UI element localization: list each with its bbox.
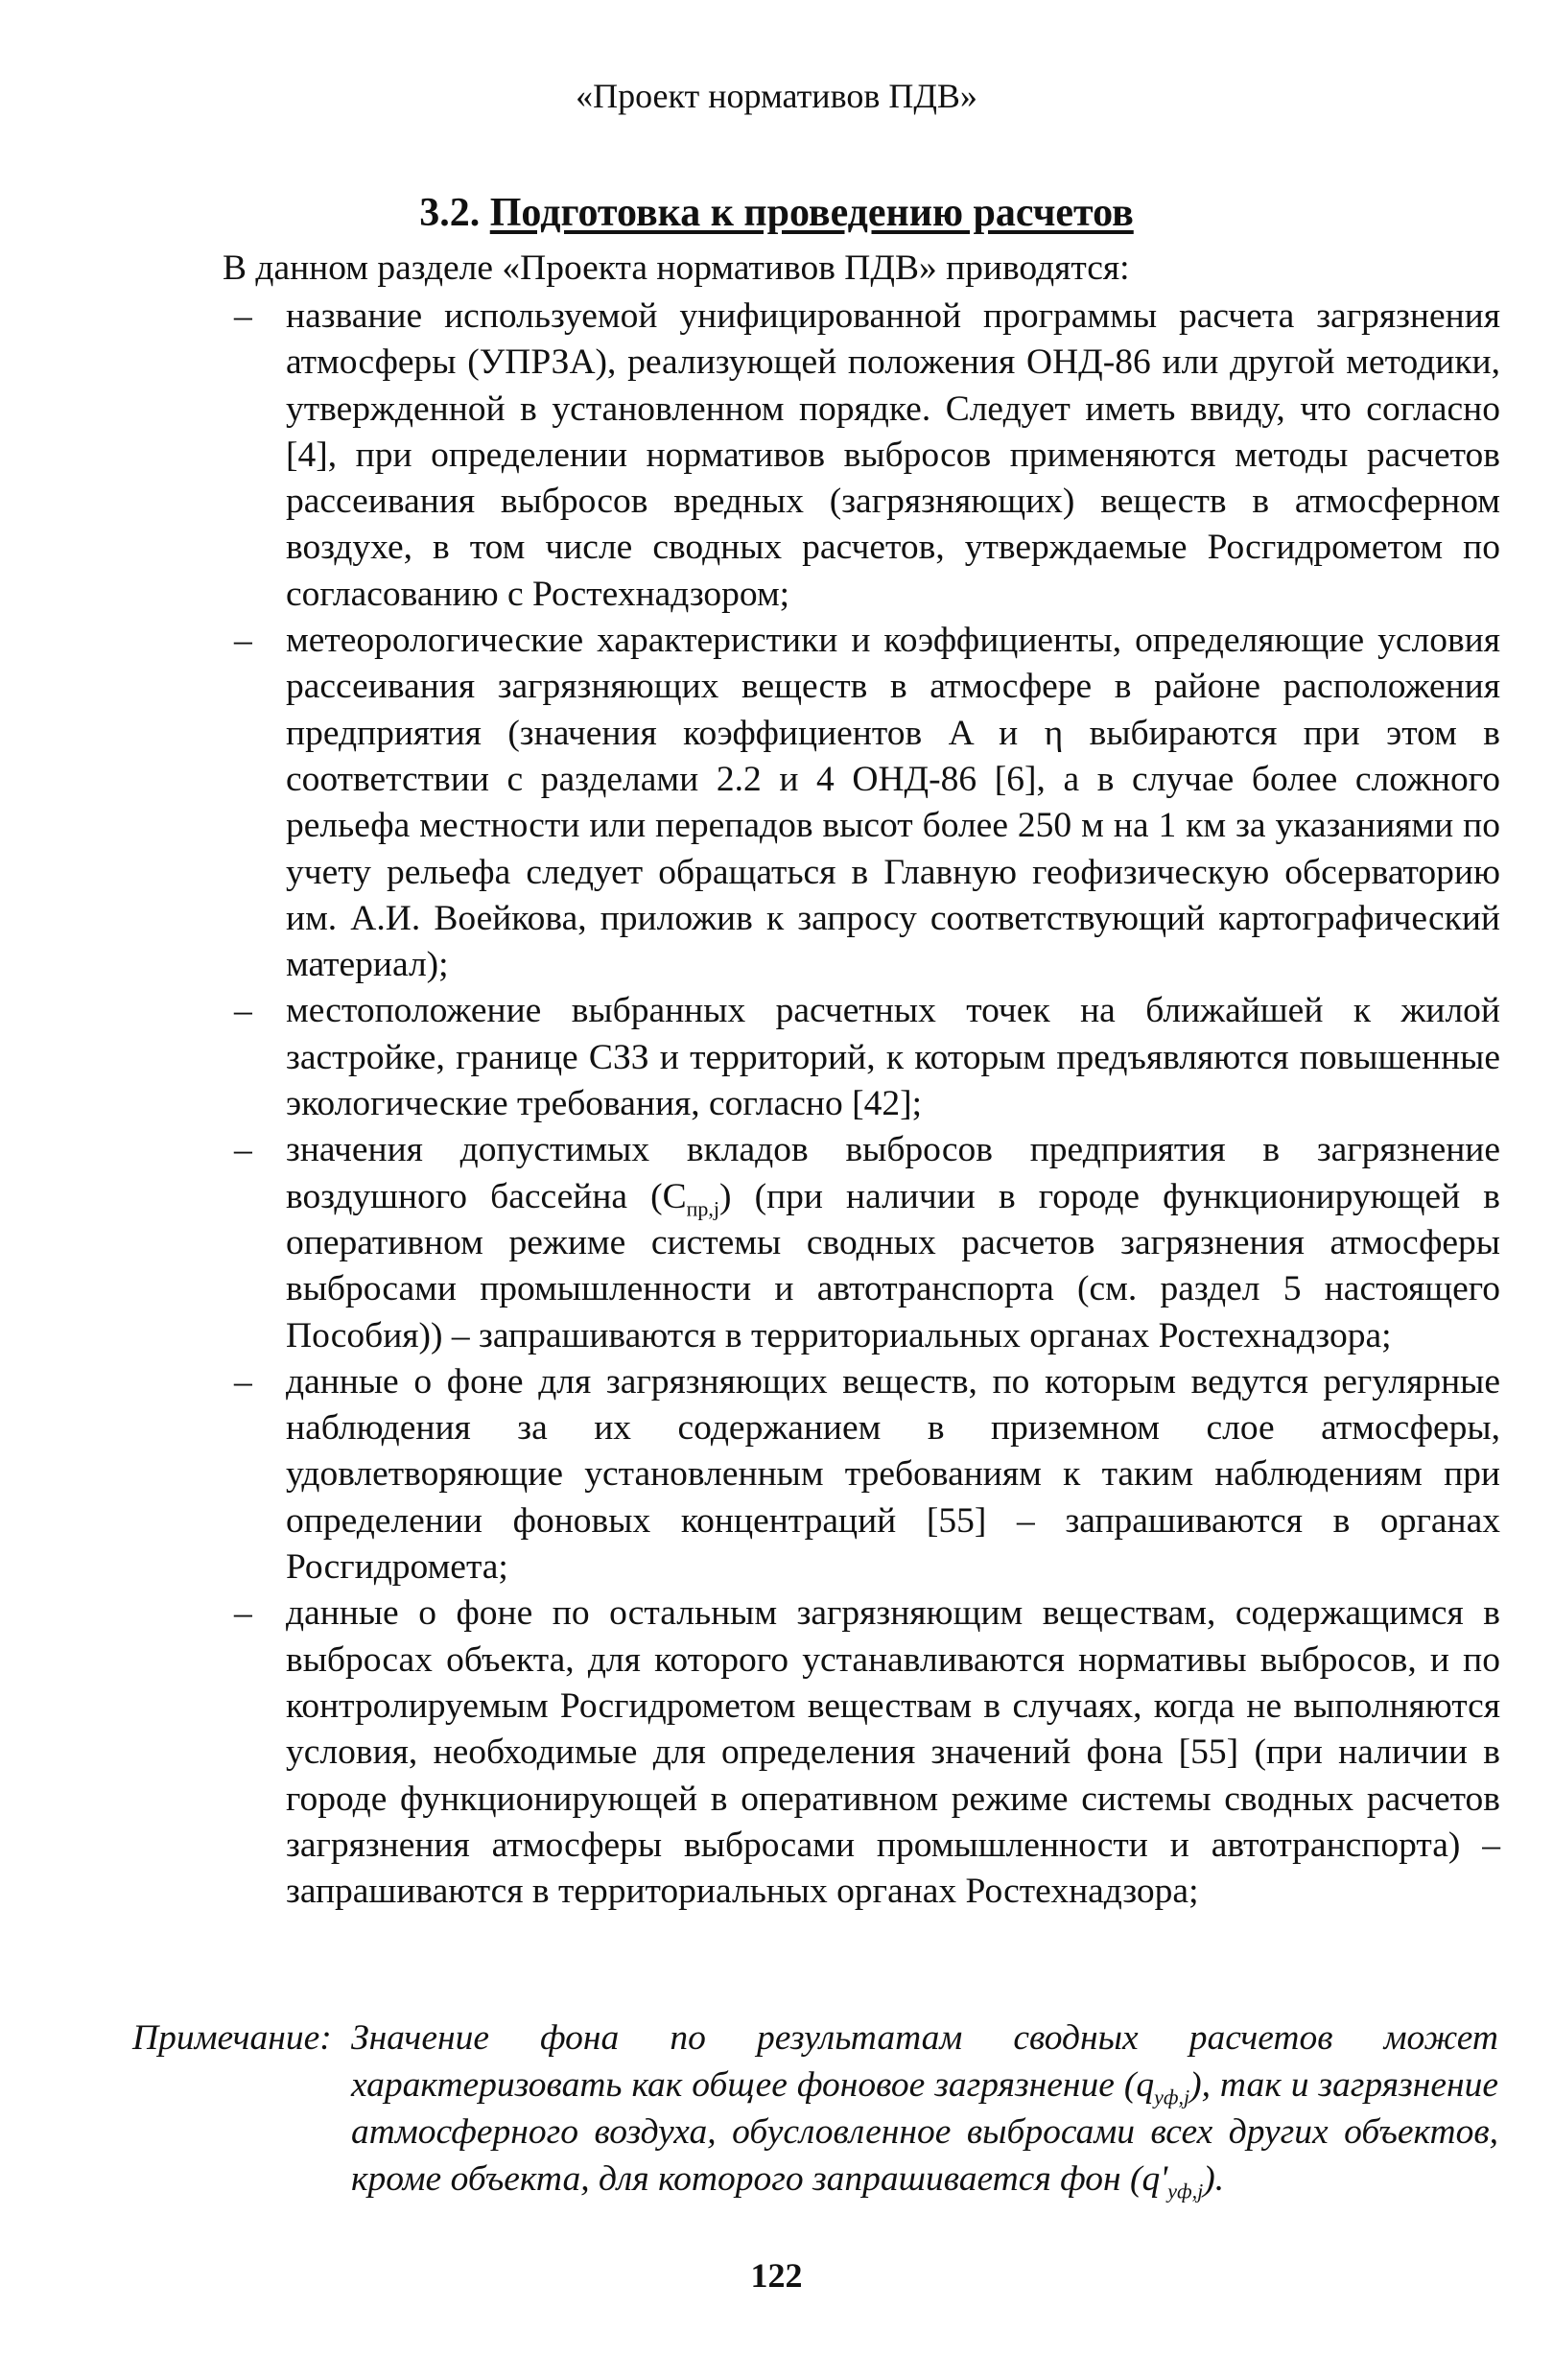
section-number: 3.2. xyxy=(419,191,481,235)
list-dash: – xyxy=(234,296,252,336)
list-item-text: значения допустимых вкладов выбросов предприятия в загрязнение воздушного бассейна $(C_{пр,j})$ (при наличии в городе функционирующей в оперативном режиме системы сводных расчетов загрязнения атмосферы выбросами промышленности и автотранспорта (см. раздел 5 настоящего Пособия)) – запрашиваются в территориальных органах Ростехнадзора; xyxy=(286,1130,1500,1355)
list-item-text: название используемой унифицированной программы расчета загрязнения атмосферы (УПРЗА), реализующей положения ОНД-86 или другой методики, утвержденной в установленном порядке. Следует иметь ввиду, что согласно [4], при определении нормативов выбросов применяются методы расчетов рассеивания выбросов вредных (загрязняющих) веществ в атмосферном воздухе, в том числе сводных расчетов, утверждаемые Росгидрометом по согласованию с Ростехнадзором; xyxy=(286,296,1500,614)
list-item xyxy=(223,988,1500,1127)
note-label: Примечание: xyxy=(132,2018,332,2058)
list-item xyxy=(223,618,1500,988)
list-dash: – xyxy=(234,1593,252,1634)
section-heading xyxy=(0,188,1553,238)
section-title: Подготовка к проведению расчетов xyxy=(489,191,1134,235)
list-dash: – xyxy=(234,621,252,661)
list-item-text: метеорологические характеристики и коэффициенты, определяющие условия рассеивания загрязняющих веществ в атмосфере в районе расположения предприятия (значения коэффициентов A и η выбираются при этом в соответствии с разделами 2.2 и 4 ОНД-86 [6], а в случае более сложного рельефа местности или перепадов высот более 250 м на 1 км за указаниями по учету рельефа следует обращаться в Главную геофизическую обсерваторию им. А.И. Воейкова, приложив к запросу соответствующий картографический материал); xyxy=(286,621,1500,985)
note-subscript: уф,j xyxy=(1154,2085,1190,2109)
list-item xyxy=(223,1127,1500,1358)
running-header: «Проект нормативов ПДВ» xyxy=(576,77,977,115)
list-item xyxy=(223,1359,1500,1591)
list-dash: – xyxy=(234,1361,252,1402)
note-text: Значение фона по результатам сводных расчетов может характеризовать как общее фоновое загрязнение $(q_{уф,j})$, так и загрязнение атмосферного воздуха, обусловленное выбросами всех других объектов, кроме объекта, для которого запрашивается фон $(q'_{уф,j})$. xyxy=(351,2018,1498,2203)
list-dash: – xyxy=(234,1130,252,1170)
intro-paragraph: В данном разделе «Проекта нормативов ПДВ» приводятся: xyxy=(223,248,1130,288)
list-item xyxy=(223,1591,1500,1915)
list-item xyxy=(223,294,1500,618)
requirements-list xyxy=(223,294,1500,1915)
list-dash: – xyxy=(234,991,252,1031)
note-block xyxy=(132,2015,1498,2203)
list-item-text: местоположение выбранных расчетных точек на ближайшей к жилой застройке, границе СЗЗ и территорий, к которым предъявляются повышенные экологические требования, согласно [42]; xyxy=(286,991,1500,1124)
concentration-subscript: пр,j xyxy=(686,1196,720,1221)
page-number: 122 xyxy=(750,2256,803,2295)
note-subscript: уф,j xyxy=(1167,2179,1204,2203)
list-item-text: данные о фоне для загрязняющих веществ, по которым ведутся регулярные наблюдения за их содержанием в приземном слое атмосферы, удовлетворяющие установленным требованиям к таким наблюдениям при определении фоновых концентраций [55] – запрашиваются в органах Росгидромета; xyxy=(286,1361,1500,1588)
list-item-text: данные о фоне по остальным загрязняющим веществам, содержащимся в выбросах объекта, для которого устанавливаются нормативы выбросов, и по контролируемым Росгидрометом веществам в случаях, когда не выполняются условия, необходимые для определения значений фона [55] (при наличии в городе функционирующей в оперативном режиме системы сводных расчетов загрязнения атмосферы выбросами промышленности и автотранспорта) – запрашиваются в территориальных органах Ростехнадзора; xyxy=(286,1593,1500,1912)
